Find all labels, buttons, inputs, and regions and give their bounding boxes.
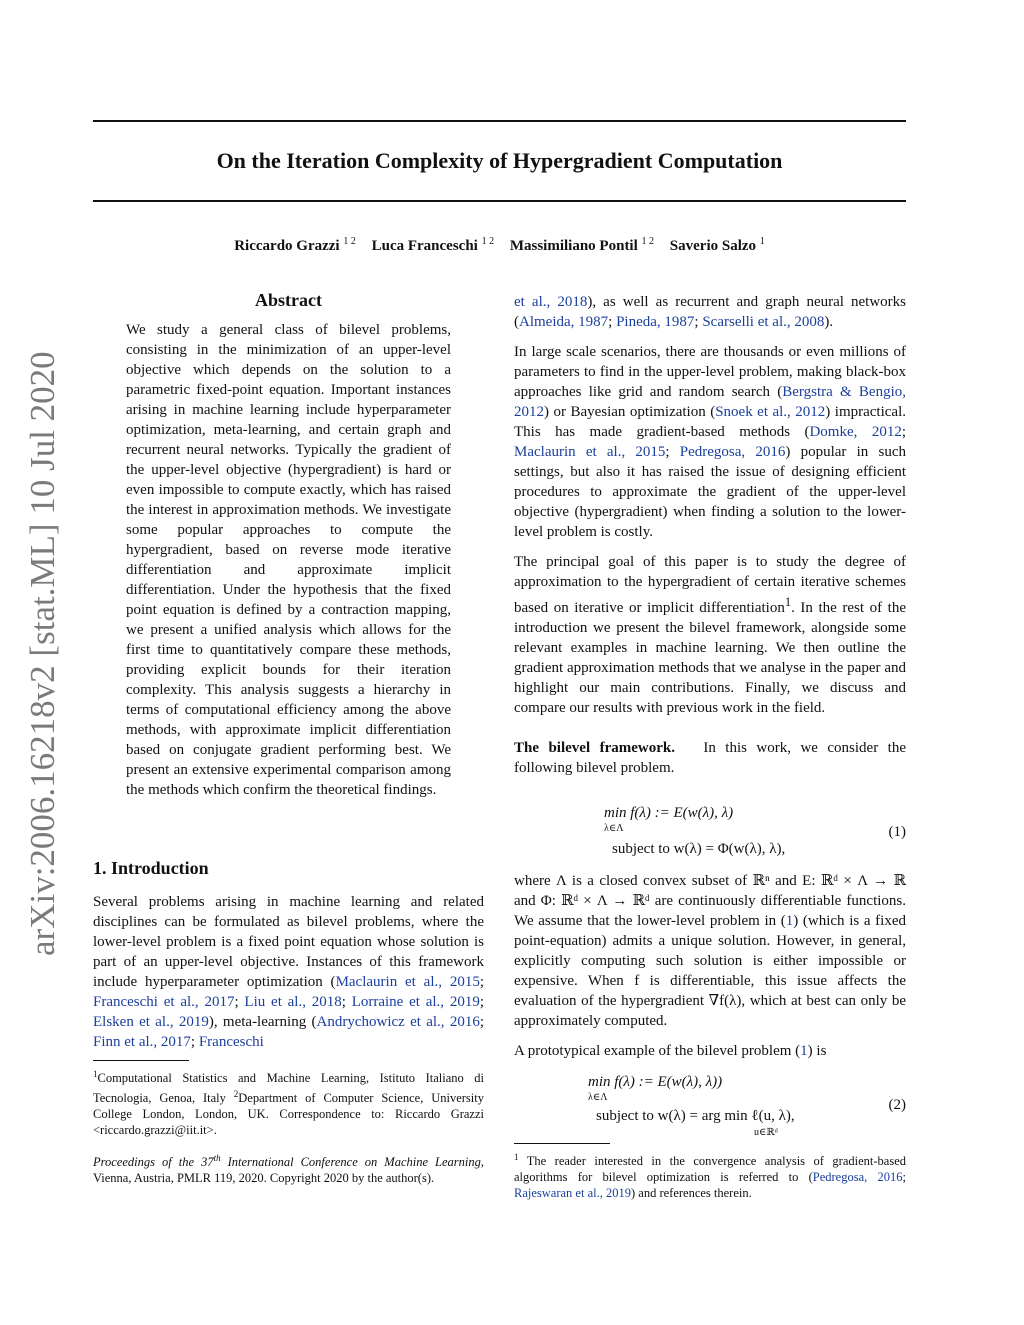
intro-paragraph-1-continued: et al., 2018), as well as recurrent and graph neural networks (Almeida, 1987; Pineda, 1987; Scarselli et al., 2008).: [514, 294, 906, 330]
footnote-1: $^1$ The reader interested in the convergence analysis of gradient-based algorithms for bilevel optimization is referred to (Pedregosa, 2016; Rajeswaran et al., 2019) and references therein.: [514, 1152, 906, 1201]
citation-link[interactable]: Rajeswaran et al., 2019: [514, 1186, 631, 1201]
equation-line: subject to w(λ) = arg min ℓ(u, λ),: [596, 1108, 795, 1124]
section-heading-introduction: 1. Introduction: [93, 858, 209, 878]
right-column-text-2: [514, 871, 906, 1071]
equation-number: (2): [888, 1097, 906, 1113]
citation-link[interactable]: Liu et al., 2018: [244, 994, 342, 1010]
equation-1: [514, 803, 906, 859]
citation-link[interactable]: Pedregosa, 2016: [679, 444, 786, 460]
citation-link[interactable]: Scarselli et al., 2008: [702, 314, 825, 330]
intro-paragraph-4: where Λ is a closed convex subset of ℝⁿ and E: ℝᵈ × Λ → ℝ and Φ: ℝᵈ × Λ → ℝᵈ are continuously differentiable functions. We assume that the lower-level problem in (1) (which is a fixed point-equation) admits a unique solution. However, in general, explicitly computing such solution is either impossible or expensive. When f is differentiable, this issue affects the evaluation of the hypergradient ∇f(λ), which at best can only be approximately computed.: [514, 873, 906, 1029]
footnote-rule-left: [93, 1060, 189, 1061]
equation-2: [514, 1072, 906, 1136]
intro-paragraph-3: The principal goal of this paper is to study the degree of approximation to the hypergradient of certain iterative schemes based on iterative or implicit differentiation$^1$. In the rest of the introduction we present the bilevel framework, alongside some relevant examples in machine learning. We then outline the gradient approximation methods that we analyse in the paper and highlight our main contributions. Finally, we discuss and compare our results with previous work in the field.: [514, 554, 906, 716]
citation-link[interactable]: Snoek et al., 2012: [715, 404, 826, 420]
citation-link[interactable]: Pedregosa, 2016: [812, 1170, 903, 1185]
title-top-rule: [93, 120, 906, 122]
footnote-rule-right: [514, 1143, 610, 1144]
author: Saverio Salzo $^1$: [669, 236, 765, 254]
equation-line: subject to w(λ) = Φ(w(λ), λ),: [612, 841, 786, 857]
citation-link[interactable]: Finn et al., 2017: [93, 1034, 191, 1050]
title-bottom-rule: [93, 200, 906, 202]
citation-link[interactable]: Domke, 2012: [809, 424, 902, 440]
citation-link[interactable]: Bergstra & Bengio, 2012: [514, 384, 906, 420]
citation-link[interactable]: Almeida, 1987: [519, 314, 609, 330]
equation-number: (1): [888, 824, 906, 840]
abstract-text: We study a general class of bilevel problems, consisting in the minimization of an upper-level objective which depends on the solution to a parametric fixed-point equation. Important instances arising in machine learning include hyperparameter optimization, meta-learning, and certain graph and recurrent neural networks. Typically the gradient of the upper-level objective (hypergradient) is hard or even impossible to compute exactly, which has raised the interest in approximation methods. We investigate some popular approaches to compute the hypergradient, based on reverse mode iterative differentiation and approximate implicit differentiation. Under the hypothesis that the fixed point equation is defined by a contraction mapping, we present a unified analysis which allows for the first time to quantitatively compare these methods, providing explicit bounds for their iteration complexity. This analysis suggests a hierarchy in terms of computational efficiency among the above methods, with approximate implicit differentiation based on conjugate gradient performing best. We present an extensive experimental comparison among the methods which confirm the theoretical findings.: [126, 322, 451, 798]
citation-link[interactable]: Maclaurin et al., 2015: [335, 974, 480, 990]
author: Luca Franceschi $^{1 2}$: [371, 236, 495, 254]
affiliation-footnote: $^1$Computational Statistics and Machine Learning, Istituto Italiano di Tecnologia, Genoa, Italy $^2$Department of Computer Science, University College London, London, UK. Correspondence to: Riccardo Grazzi <riccardo.grazzi@iit.it>.: [93, 1069, 484, 1138]
paper-title: On the Iteration Complexity of Hypergradient Computation: [216, 148, 783, 173]
author-list: [93, 236, 906, 255]
intro-paragraph-2: In large scale scenarios, there are thousands or even millions of parameters to find in the upper-level problem, making black-box approaches like grid and random search (Bergstra & Bengio, 2012) or Bayesian optimization (Snoek et al., 2012) impractical. This has made gradient-based methods (Domke, 2012; Maclaurin et al., 2015; Pedregosa, 2016) popular in such settings, but also it has raised the issue of designing efficient procedures to approximate the gradient of the upper-level objective (hypergradient) when finding a solution to the lower-level problem is costly.: [514, 344, 906, 540]
citation-link[interactable]: Franceschi et al., 2017: [93, 994, 235, 1010]
citation-link[interactable]: Franceschi: [198, 1034, 264, 1050]
citation-link[interactable]: Pineda, 1987: [616, 314, 695, 330]
citation-link[interactable]: Andrychowicz et al., 2016: [316, 1014, 480, 1030]
equation-subscript: λ∈Λ: [588, 1092, 608, 1103]
bilevel-framework-paragraph: The bilevel framework. In this work, we consider the following bilevel problem.: [514, 740, 906, 776]
citation-link[interactable]: Elsken et al., 2019: [93, 1014, 209, 1030]
equation-line: min f(λ) := E(w(λ), λ): [604, 805, 734, 821]
author: Massimiliano Pontil $^{1 2}$: [509, 236, 655, 254]
equation-subscript: u∈ℝᵈ: [754, 1127, 778, 1138]
equation-ref-link[interactable]: 1: [785, 913, 794, 929]
citation-link[interactable]: Maclaurin et al., 2015: [514, 444, 666, 460]
equation-subscript: λ∈Λ: [604, 823, 624, 834]
intro-paragraph-1: Several problems arising in machine learning and related disciplines can be formulated as bilevel problems, where the lower-level problem is a fixed point equation whose solution is part of an upper-level objective. Instances of this framework include hyperparameter optimization (Maclaurin et al., 2015; Franceschi et al., 2017; Liu et al., 2018; Lorraine et al., 2019; Elsken et al., 2019), meta-learning (Andrychowicz et al., 2016; Finn et al., 2017; Franceschi: [93, 894, 485, 1050]
arxiv-side-stamp: arXiv:2006.16218v2 [stat.ML] 10 Jul 2020: [23, 351, 62, 956]
author: Riccardo Grazzi $^{1 2}$: [234, 236, 356, 254]
intro-paragraph-5: A prototypical example of the bilevel problem (1) is: [514, 1043, 827, 1059]
abstract-heading: Abstract: [255, 290, 322, 310]
citation-link[interactable]: Lorraine et al., 2019: [351, 994, 480, 1010]
equation-ref-link[interactable]: 1: [800, 1043, 808, 1059]
citation-link[interactable]: et al., 2018: [514, 294, 588, 310]
right-column-text: [514, 292, 906, 788]
proceedings-note: Proceedings of the 37th International Conference on Machine Learning, Vienna, Austria, PMLR 119, 2020. Copyright 2020 by the author(s).: [93, 1153, 484, 1186]
equation-line: min f(λ) := E(w(λ), λ)): [588, 1074, 723, 1090]
paragraph-heading: The bilevel framework.: [514, 740, 675, 756]
